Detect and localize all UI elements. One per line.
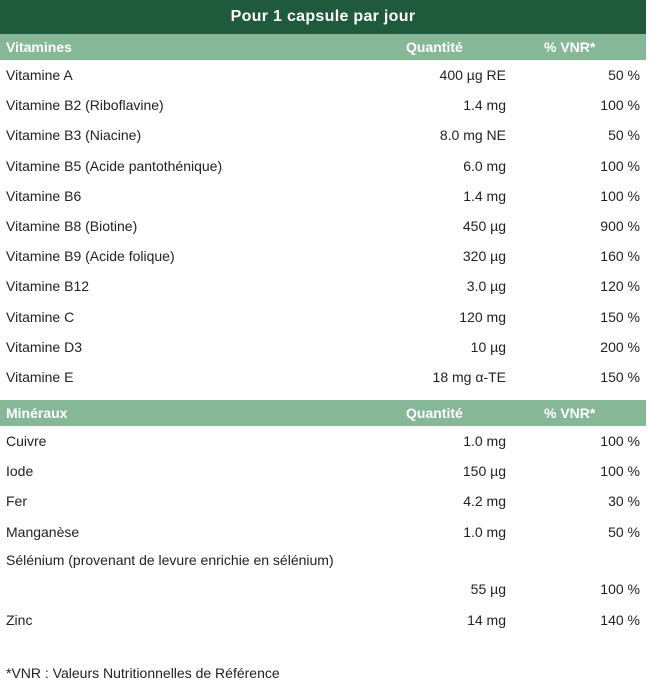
table-row (0, 547, 646, 605)
row-name: Vitamine E (6, 368, 74, 385)
row-vnr: 150 % (600, 368, 640, 385)
vitamins-header-qty: Quantité (406, 39, 463, 55)
table-row (0, 151, 646, 181)
row-vnr: 150 % (600, 308, 640, 325)
row-vnr: 100 % (600, 97, 640, 114)
row-qty: 1.0 mg (463, 523, 506, 540)
row-name: Iode (6, 463, 34, 480)
table-title: Pour 1 capsule par jour (0, 0, 646, 34)
row-qty: 150 µg (462, 463, 506, 480)
row-qty: 3.0 µg (466, 278, 506, 295)
row-vnr: 100 % (600, 463, 640, 480)
vitamins-header-name: Vitamines (6, 39, 72, 55)
row-qty: 400 µg RE (439, 67, 506, 83)
table-row (0, 241, 646, 271)
table-row (0, 60, 646, 90)
minerals-header-qty: Quantité (406, 405, 463, 422)
minerals-header (0, 400, 646, 426)
minerals-header-vnr: % VNR* (544, 405, 596, 422)
row-vnr: 100 % (600, 157, 640, 174)
row-name: Vitamine B12 (6, 278, 90, 295)
footnote: *VNR : Valeurs Nutritionnelles de Référence (6, 665, 280, 681)
table-row (0, 362, 646, 392)
row-name: Vitamine B3 (Niacine) (6, 127, 142, 144)
row-vnr: 100 % (600, 433, 640, 450)
row-name: Vitamine B6 (6, 187, 82, 204)
row-qty: 4.2 mg (463, 493, 506, 510)
vitamins-header-vnr: % VNR* (544, 39, 596, 55)
table-row (0, 302, 646, 332)
row-qty: 1.4 mg (463, 187, 506, 204)
table-row (0, 120, 646, 150)
vitamins-header (0, 34, 646, 60)
row-name: Sélénium (provenant de levure enrichie en sélénium) (6, 551, 334, 568)
row-name: Vitamine C (6, 308, 75, 325)
table-row (0, 90, 646, 120)
table-row (0, 486, 646, 516)
row-vnr: 50 % (608, 523, 640, 540)
table-row (0, 271, 646, 301)
row-qty: 1.0 mg (463, 433, 506, 450)
row-name: Vitamine B5 (Acide pantothénique) (6, 157, 223, 174)
minerals-header-name: Minéraux (6, 405, 68, 422)
row-name: Fer (6, 493, 27, 510)
row-vnr: 100 % (600, 580, 640, 597)
table-row (0, 332, 646, 362)
row-vnr: 200 % (600, 338, 640, 355)
row-vnr: 50 % (608, 127, 640, 144)
row-vnr: 160 % (600, 248, 640, 265)
row-vnr: 50 % (608, 67, 640, 83)
row-name: Manganèse (6, 523, 80, 540)
row-qty: 1.4 mg (463, 97, 506, 114)
row-qty: 18 mg α-TE (432, 368, 506, 385)
table-row (0, 426, 646, 456)
table-row (0, 517, 646, 547)
table-row (0, 181, 646, 211)
row-vnr: 100 % (600, 187, 640, 204)
row-vnr: 30 % (608, 493, 640, 510)
row-qty: 10 µg (470, 338, 506, 355)
row-name: Cuivre (6, 433, 47, 450)
row-name: Vitamine A (6, 67, 73, 83)
row-qty: 450 µg (462, 217, 506, 234)
row-qty: 320 µg (462, 248, 506, 265)
section-gap (0, 392, 646, 400)
table-row (0, 211, 646, 241)
row-name: Zinc (6, 611, 33, 628)
row-name: Vitamine D3 (6, 338, 83, 355)
row-vnr: 900 % (600, 217, 640, 234)
row-qty: 120 mg (459, 308, 506, 325)
row-qty: 6.0 mg (463, 157, 506, 174)
table-row (0, 456, 646, 486)
row-qty: 8.0 mg NE (439, 127, 506, 144)
row-qty: 14 mg (467, 611, 506, 628)
row-vnr: 140 % (600, 611, 640, 628)
row-vnr: 120 % (600, 278, 640, 295)
table-row (0, 605, 646, 635)
row-qty: 55 µg (470, 580, 506, 597)
row-name: Vitamine B9 (Acide folique) (6, 248, 175, 265)
row-name: Vitamine B8 (Biotine) (6, 217, 138, 234)
row-name: Vitamine B2 (Riboflavine) (6, 97, 164, 114)
